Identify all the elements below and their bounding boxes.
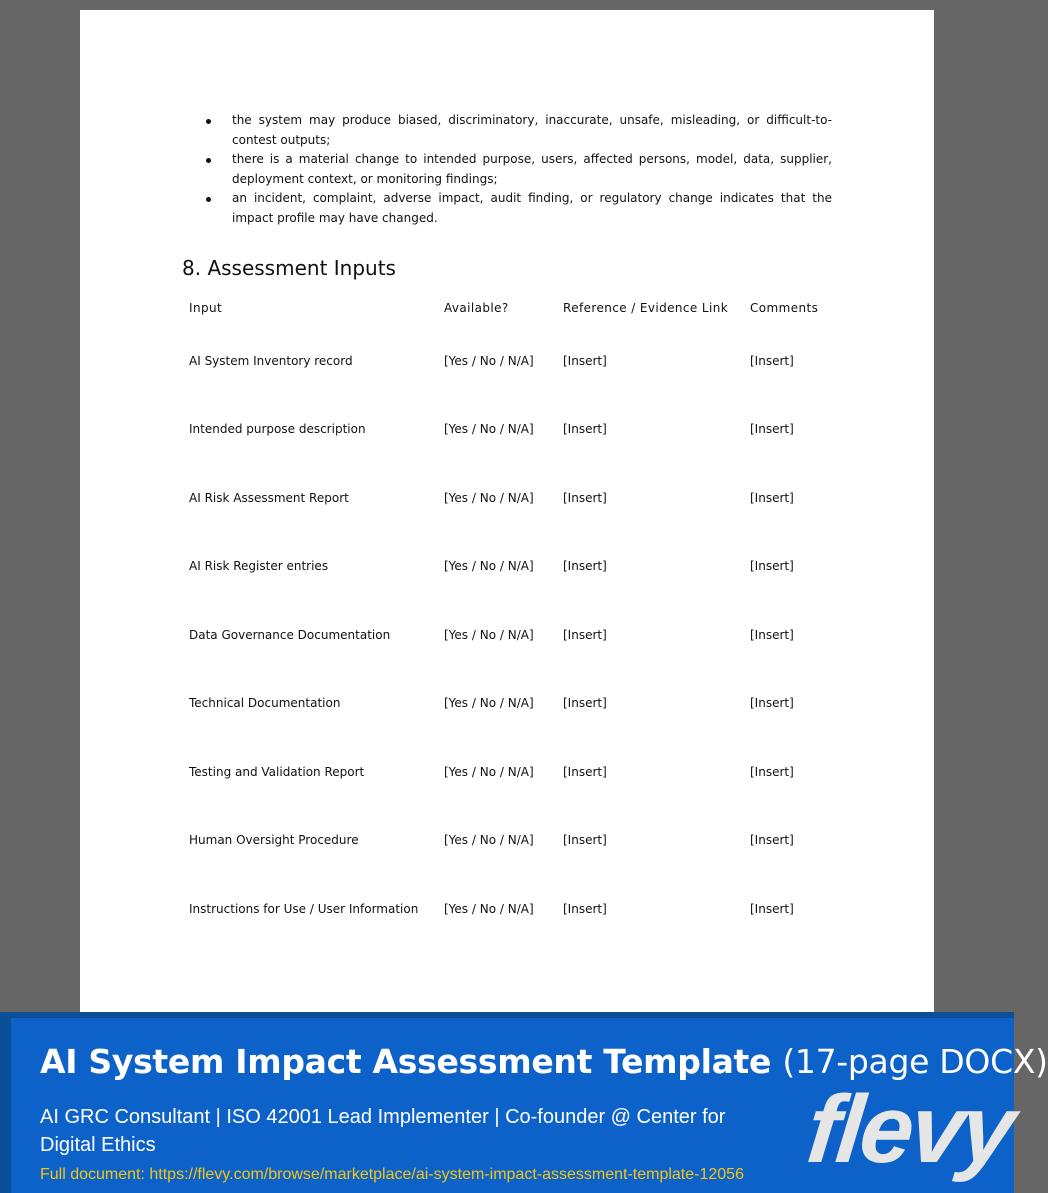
bullet-dot-icon: [206, 158, 211, 163]
table-row: [182, 391, 832, 460]
table-row: [182, 870, 832, 939]
cell-available: [Yes / No / N/A]: [444, 696, 534, 710]
cell-reference: [Insert]: [563, 422, 607, 436]
cell-comments: [Insert]: [750, 901, 794, 916]
bullet-text: there is a material change to intended purpose, users, affected persons, model, data, supplier, deployment context, or monitoring findings;: [232, 152, 832, 186]
banner-title-suffix: (17-page DOCX): [782, 1042, 1048, 1081]
table-row: [182, 459, 832, 528]
cell-input: Intended purpose description: [189, 422, 366, 436]
cell-input: AI Risk Assessment Report: [189, 490, 349, 505]
cell-input: Testing and Validation Report: [189, 764, 365, 779]
section-heading: 8. Assessment Inputs: [182, 256, 396, 280]
cell-input: AI Risk Register entries: [189, 559, 329, 573]
cell-comments: [Insert]: [750, 696, 794, 710]
flevy-logo[interactable]: flevy: [802, 1076, 1018, 1183]
table-row: [182, 322, 832, 391]
promo-banner: [0, 1012, 1048, 1193]
cell-available: [Yes / No / N/A]: [444, 901, 534, 916]
cell-available: [Yes / No / N/A]: [444, 353, 534, 368]
cell-available: [Yes / No / N/A]: [444, 764, 534, 779]
cell-available: [Yes / No / N/A]: [444, 627, 534, 642]
bullet-item: [182, 150, 832, 189]
banner-subtitle: AI GRC Consultant | ISO 42001 Lead Implementer | Co-founder @ Center for Digital Ethics: [40, 1106, 726, 1156]
cell-reference: [Insert]: [563, 764, 607, 779]
cell-available: [Yes / No / N/A]: [444, 490, 534, 505]
header-available: Available?: [444, 301, 509, 315]
cell-reference: [Insert]: [563, 490, 607, 505]
full-document-link[interactable]: Full document: https://flevy.com/browse/marketplace/ai-system-impact-assessment-template-12056: [40, 1166, 744, 1183]
cell-input: Instructions for Use / User Information: [189, 901, 419, 916]
table-row: [182, 596, 832, 665]
bullet-item: [182, 189, 832, 228]
bullet-dot-icon: [206, 197, 211, 202]
cell-reference: [Insert]: [563, 627, 607, 642]
bullet-dot-icon: [206, 119, 211, 124]
cell-reference: [Insert]: [563, 559, 607, 573]
cell-input: AI System Inventory record: [189, 353, 353, 368]
cell-comments: [Insert]: [750, 627, 794, 642]
assessment-inputs-table: [182, 294, 832, 939]
cell-input: Technical Documentation: [189, 696, 341, 710]
bullet-item: [182, 111, 832, 150]
cell-available: [Yes / No / N/A]: [444, 833, 534, 847]
cell-input: Human Oversight Procedure: [189, 833, 359, 847]
bullet-text: the system may produce biased, discriminatory, inaccurate, unsafe, misleading, or difficult-to-contest outputs;: [232, 113, 832, 147]
table-row: [182, 665, 832, 734]
header-comments: Comments: [750, 301, 819, 315]
cell-comments: [Insert]: [750, 422, 794, 436]
table-row: [182, 528, 832, 597]
cell-reference: [Insert]: [563, 696, 607, 710]
cell-comments: [Insert]: [750, 833, 794, 847]
cell-available: [Yes / No / N/A]: [444, 422, 534, 436]
table-row: [182, 802, 832, 871]
cell-reference: [Insert]: [563, 833, 607, 847]
document-page: [80, 10, 934, 1020]
cell-comments: [Insert]: [750, 559, 794, 573]
header-reference: Reference / Evidence Link: [563, 301, 729, 315]
cell-available: [Yes / No / N/A]: [444, 559, 534, 573]
cell-input: Data Governance Documentation: [189, 627, 391, 642]
table-header-row: [182, 294, 832, 322]
header-input: Input: [189, 301, 223, 315]
cell-comments: [Insert]: [750, 764, 794, 779]
promo-banner-panel: [11, 1018, 1048, 1193]
cell-reference: [Insert]: [563, 901, 607, 916]
bullet-text: an incident, complaint, adverse impact, audit finding, or regulatory change indicates that the impact profile may have changed.: [232, 191, 832, 225]
banner-title-main: AI System Impact Assessment Template: [40, 1042, 772, 1081]
cell-reference: [Insert]: [563, 353, 607, 368]
bullet-list: [182, 111, 832, 228]
cell-comments: [Insert]: [750, 353, 794, 368]
table-row: [182, 733, 832, 802]
cell-comments: [Insert]: [750, 490, 794, 505]
